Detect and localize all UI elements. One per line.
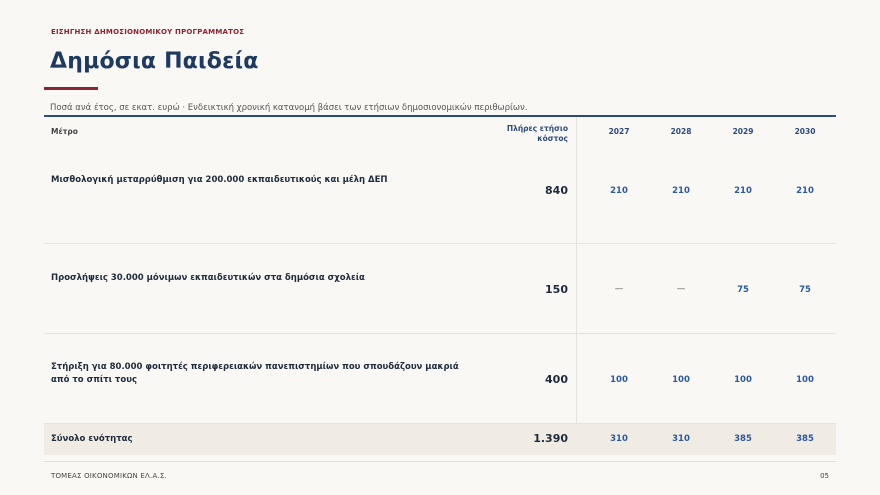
row-value-2030: 100 — [796, 375, 814, 385]
row-label: Προσλήψεις 30.000 μόνιμων εκπαιδευτικών στα δημόσια σχολεία — [51, 273, 365, 283]
row-full-cost: 400 — [545, 373, 568, 386]
subtitle: Ποσά ανά έτος, σε εκατ. ευρώ · Ενδεικτική χρονική κατανομή βάσει των ετήσιων δημοσιονομικών περιθωρίων. — [50, 103, 528, 113]
header-year-2029: 2029 — [732, 127, 754, 136]
total-value-2029: 385 — [734, 434, 752, 444]
header-full-cost-line2: κόστος — [537, 134, 568, 143]
row-value-2028: 100 — [672, 375, 690, 385]
row-value-2030: 210 — [796, 186, 814, 196]
page-title: Δημόσια Παιδεία — [50, 49, 259, 74]
row-value-2027: 100 — [610, 375, 628, 385]
row-value-2028: — — [676, 284, 686, 294]
row-value-2028: 210 — [672, 186, 690, 196]
eyebrow: ΕΙΣΗΓΗΣΗ ΔΗΜΟΣΙΟΝΟΜΙΚΟΥ ΠΡΟΓΡΑΜΜΑΤΟΣ — [51, 28, 245, 36]
total-full-cost: 1.390 — [533, 432, 568, 445]
table-row — [44, 154, 836, 243]
total-value-2028: 310 — [672, 434, 690, 444]
row-value-2029: 100 — [734, 375, 752, 385]
table-header — [44, 117, 836, 154]
header-year-2027: 2027 — [608, 127, 630, 136]
footer-rule — [44, 461, 836, 462]
row-label: Μισθολογική μεταρρύθμιση για 200.000 εκπαιδευτικούς και μέλη ΔΕΠ — [51, 175, 388, 185]
total-value-2027: 310 — [610, 434, 628, 444]
row-value-2030: 75 — [799, 285, 811, 295]
header-full-cost-line1: Πλήρες ετήσιο — [506, 124, 568, 133]
row-value-2029: 210 — [734, 186, 752, 196]
row-value-2027: 210 — [610, 186, 628, 196]
title-accent-rule — [44, 87, 98, 90]
footer-organization: ΤΟΜΕΑΣ ΟΙΚΟΝΟΜΙΚΩΝ ΕΛ.Α.Σ. — [51, 472, 167, 480]
header-measure: Μέτρο — [51, 127, 78, 136]
header-full-cost — [490, 124, 568, 144]
row-full-cost: 150 — [545, 283, 568, 296]
row-value-2027: — — [614, 284, 624, 294]
table-row — [44, 333, 836, 423]
total-row — [44, 423, 836, 455]
header-year-2030: 2030 — [794, 127, 816, 136]
row-label: Στήριξη για 80.000 φοιτητές περιφερειακών πανεπιστημίων που σπουδάζουν μακριά από το σπίτι τους — [51, 362, 459, 385]
page-number: 05 — [820, 472, 829, 480]
total-value-2030: 385 — [796, 434, 814, 444]
row-full-cost: 840 — [545, 184, 568, 197]
row-value-2029: 75 — [737, 285, 749, 295]
total-label: Σύνολο ενότητας — [51, 434, 133, 444]
table-row — [44, 243, 836, 333]
budget-table — [44, 117, 836, 455]
header-year-2028: 2028 — [670, 127, 692, 136]
